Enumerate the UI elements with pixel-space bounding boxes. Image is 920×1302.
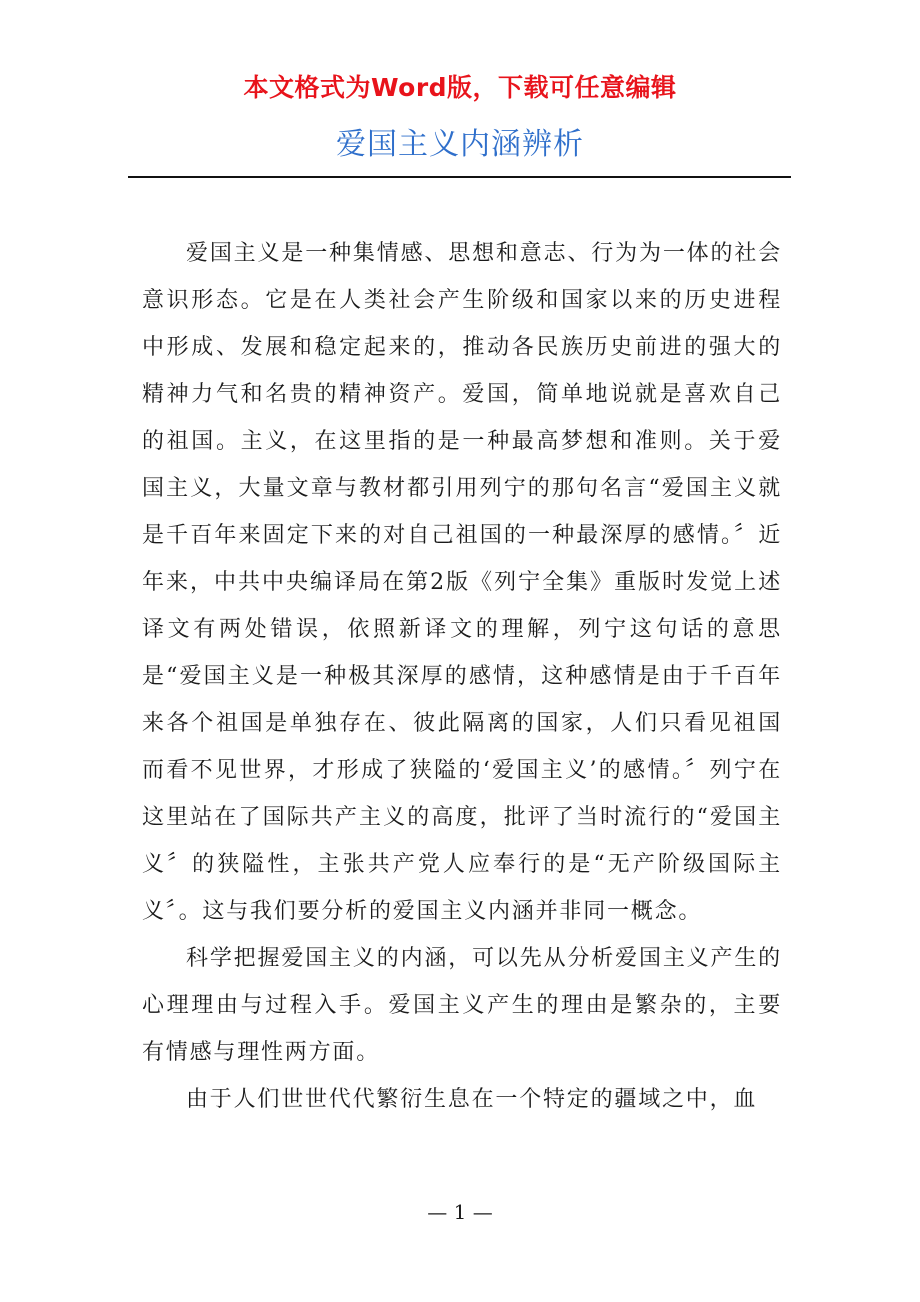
format-banner: 本文格式为Word版，下载可任意编辑 — [243, 73, 677, 102]
title-divider — [128, 176, 791, 178]
document-body — [142, 230, 782, 1123]
paragraph-3: 由于人们世世代代繁衍生息在一个特定的疆域之中，血 — [186, 1087, 758, 1112]
paragraph-1: 爱国主义是一种集情感、思想和意志、行为为一体的社会意识形态。它是在人类社会产生阶级和国家以来的历史进程中形成、发展和稳定起来的，推动各民族历史前进的强大的精神力气和名贵的精神资产。爱国，简单地说就是喜欢自己的祖国。主义，在这里指的是一种最高梦想和准则。关于爱国主义，大量文章与教材都引用列宁的那句名言“爱国主义就是千百年来固定下来的对自己祖国的一种最深厚的感情。〞近年来，中共中央编译局在第2版《列宁全集》重版时发觉上述译文有两处错误，依照新译文的理解，列宁这句话的意思是“爱国主义是一种极其深厚的感情，这种感情是由于千百年来各个祖国是单独存在、彼此隔离的国家，人们只看见祖国而看不见世界，才形成了狭隘的‘爱国主义’的感情。〞列宁在这里站在了国际共产主义的高度，批评了当时流行的“爱国主义〞的狭隘性，主张共产党人应奉行的是“无产阶级国际主义〞。这与我们要分析的爱国主义内涵并非同一概念。 — [142, 241, 782, 924]
paragraph-2: 科学把握爱国主义的内涵，可以先从分析爱国主义产生的心理理由与过程入手。爱国主义产生的理由是繁杂的，主要有情感与理性两方面。 — [142, 946, 782, 1065]
page-number: — 1 — — [427, 1200, 493, 1224]
document-title: 爱国主义内涵辨析 — [336, 127, 584, 162]
